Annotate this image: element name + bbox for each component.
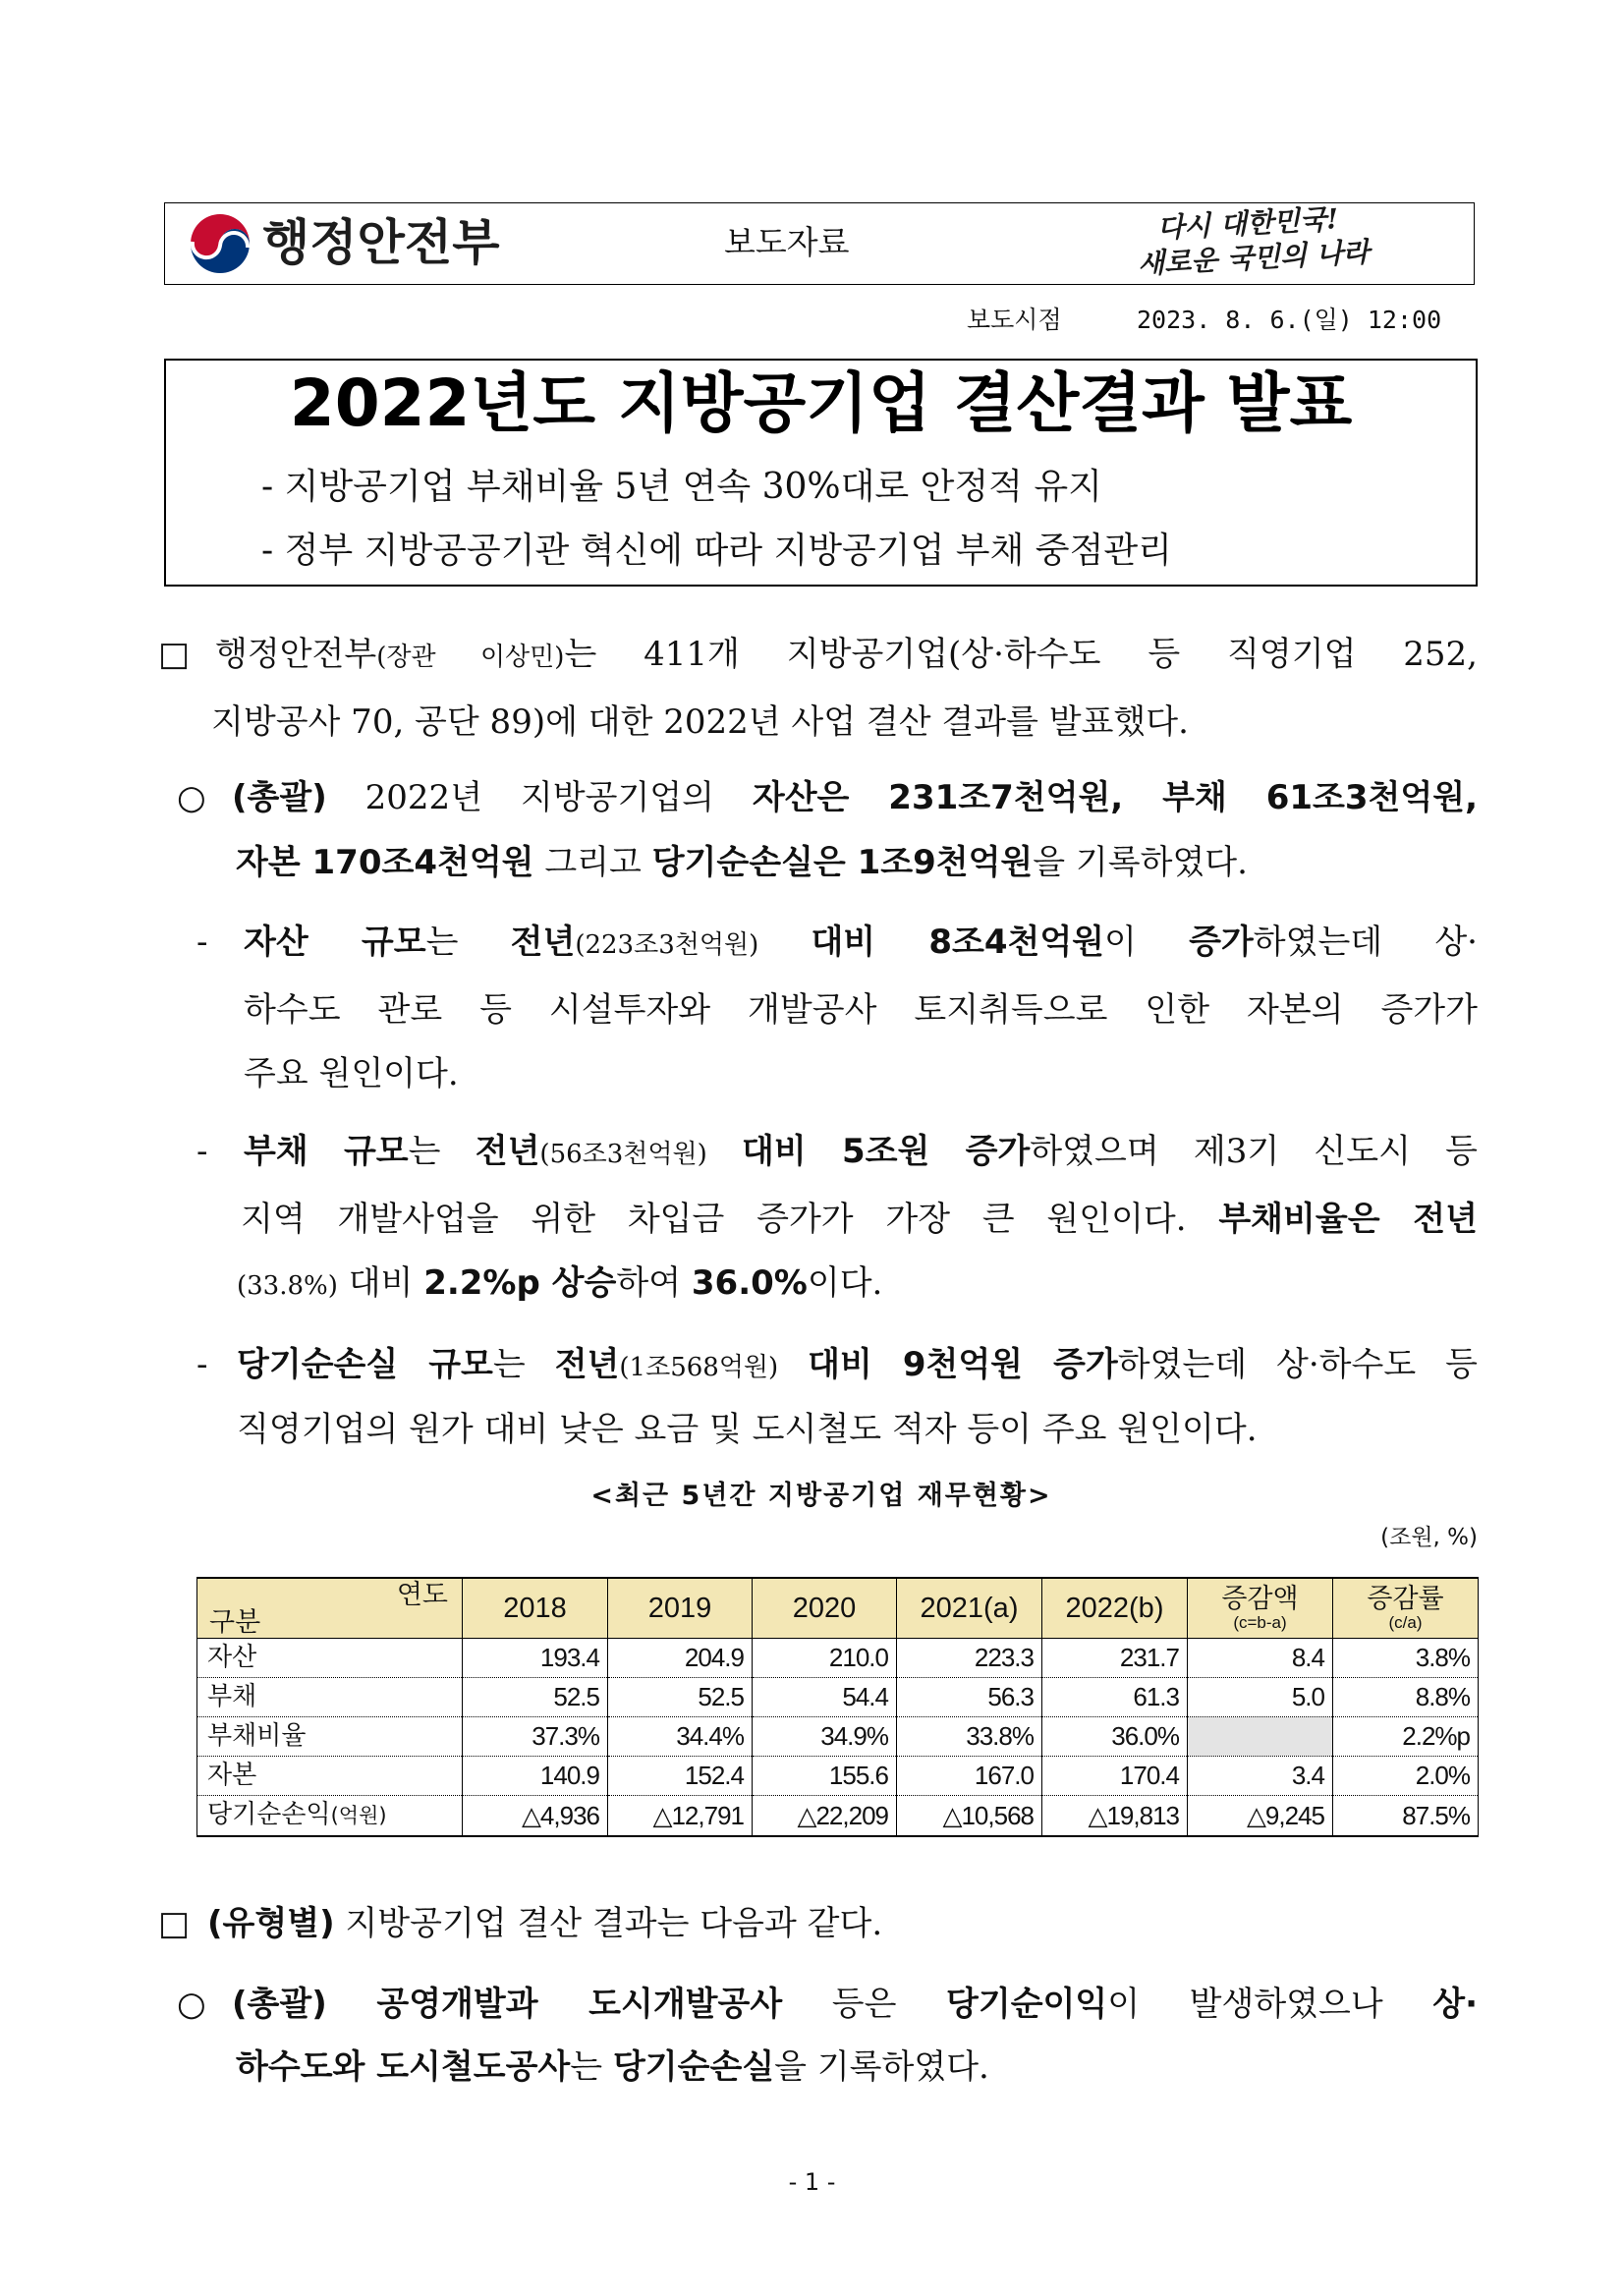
page-number: - 1 - — [788, 2168, 836, 2196]
table-row — [197, 1678, 1479, 1717]
table-cell: 2.0% — [1333, 1757, 1479, 1796]
paragraph-line — [207, 1899, 882, 1948]
column-header: 2021(a) — [897, 1578, 1042, 1639]
table-cell: 61.3 — [1042, 1678, 1188, 1717]
row-label-text: 부채 — [207, 1682, 257, 1711]
table-cell: △4,936 — [463, 1796, 608, 1837]
paragraph-line: 지방공사 70, 공단 89)에 대한 2022년 사업 결산 결과를 발표했다. — [211, 702, 1189, 742]
text-segment: 36.0% — [691, 1263, 808, 1303]
table-row — [197, 1717, 1479, 1757]
paragraph-line — [241, 1195, 1478, 1244]
slogan-line-1: 다시 대한민국! — [1156, 202, 1340, 245]
table-unit: (조원, %) — [1380, 1525, 1478, 1550]
row-label — [197, 1717, 463, 1757]
text-segment: 대비 — [337, 1263, 424, 1303]
paragraph-line: 직영기업의 원가 대비 낮은 요금 및 도시철도 적자 등이 주요 원인이다. — [237, 1410, 1258, 1449]
text-segment: 는 — [408, 1132, 476, 1171]
paragraph-line — [236, 2043, 989, 2092]
table-cell: 34.4% — [608, 1717, 753, 1757]
text-segment: (56조3천억원) — [539, 1140, 707, 1169]
text-segment: (총괄) — [232, 1985, 327, 2024]
table-cell: 210.0 — [753, 1639, 897, 1678]
table-cell: 2.2%p — [1333, 1717, 1479, 1757]
text-segment: 는 411개 지방공기업(상·하수도 등 직영기업 252, — [564, 635, 1478, 674]
text-segment: 하수도와 도시철도공사 — [236, 2047, 571, 2087]
text-segment: 행정안전부 — [215, 635, 377, 674]
row-label — [197, 1639, 463, 1678]
table-cell: 231.7 — [1042, 1639, 1188, 1678]
text-segment: 당기순손실 — [612, 2047, 775, 2087]
bullet-marker: ○ — [177, 778, 206, 817]
bullet-marker: ○ — [177, 1985, 206, 2024]
table-cell: △12,791 — [608, 1796, 753, 1837]
text-segment: (총괄) — [232, 778, 327, 817]
table-cell: 8.8% — [1333, 1678, 1479, 1717]
paragraph-line — [244, 1127, 1478, 1176]
text-segment: 하였는데 상·하수도 등 — [1117, 1345, 1478, 1384]
release-time: 2023. 8. 6.(일) 12:00 — [1137, 306, 1442, 334]
table-cell: 140.9 — [463, 1757, 608, 1796]
text-segment: 부채 규모 — [244, 1132, 409, 1171]
text-segment: (33.8%) — [237, 1271, 338, 1301]
table-cell: 52.5 — [463, 1678, 608, 1717]
text-segment: 전년 — [475, 1132, 540, 1171]
text-segment — [327, 1985, 377, 2024]
table-cell: 193.4 — [463, 1639, 608, 1678]
column-header-formula: (c=b-a) — [1233, 1613, 1287, 1632]
table-cell: 33.8% — [897, 1717, 1042, 1757]
text-segment: 전년 — [510, 923, 576, 962]
table-cell: △9,245 — [1188, 1796, 1333, 1837]
table-cell: 52.5 — [608, 1678, 753, 1717]
ministry-logo-icon — [189, 212, 252, 275]
document-type: 보도자료 — [724, 223, 850, 261]
paragraph-line — [237, 1259, 882, 1308]
text-segment: 을 기록하였다. — [1033, 843, 1248, 882]
text-segment: 는 — [492, 1345, 555, 1384]
text-segment: 대비 9천억원 증가 — [808, 1345, 1118, 1384]
row-label — [197, 1757, 463, 1796]
paragraph-line — [237, 1340, 1478, 1389]
text-segment: 이 발생하였으나 — [1107, 1985, 1433, 2024]
text-segment: 지역 개발사업을 위한 차입금 증가가 가장 큰 원인이다. — [241, 1200, 1219, 1239]
column-header-label: 증감률 — [1367, 1584, 1444, 1614]
header-box — [164, 202, 1475, 285]
text-segment: 대비 8조4천억원 — [811, 923, 1105, 962]
row-label — [197, 1678, 463, 1717]
text-segment: 이 — [1104, 923, 1190, 962]
text-segment: 당기순이익 — [946, 1985, 1108, 2024]
column-header: 2022(b) — [1042, 1578, 1188, 1639]
table-corner-header — [197, 1578, 463, 1639]
dash-marker: - — [196, 1132, 208, 1171]
title-box — [164, 359, 1478, 587]
text-segment: 공영개발과 도시개발공사 — [376, 1985, 783, 2024]
slogan-line-2: 새로운 국민의 나라 — [1137, 235, 1371, 281]
text-segment: 는 — [570, 2047, 613, 2087]
subtitle-2: - 정부 지방공공기관 혁신에 따라 지방공기업 부채 중점관리 — [261, 531, 1172, 571]
text-segment: 하였는데 상· — [1253, 923, 1478, 962]
table-cell: 54.4 — [753, 1678, 897, 1717]
column-header — [1188, 1578, 1333, 1639]
text-segment: 2022년 지방공기업의 — [326, 778, 753, 817]
section-marker: □ — [158, 635, 191, 674]
paragraph-line — [232, 1980, 1478, 2029]
text-segment: 이다. — [807, 1263, 883, 1303]
column-header-formula: (c/a) — [1388, 1613, 1423, 1632]
text-segment: 하여 — [616, 1263, 692, 1303]
dash-marker: - — [196, 923, 208, 962]
table-body — [197, 1639, 1479, 1837]
text-segment: 당기순손실은 1조9천억원 — [651, 843, 1034, 882]
text-segment: 는 — [425, 923, 511, 962]
text-segment: (장관 이상민) — [376, 643, 565, 672]
text-segment: 2.2%p 상승 — [423, 1263, 617, 1303]
table-row — [197, 1796, 1479, 1837]
section-marker: □ — [158, 1904, 191, 1943]
table-cell: △22,209 — [753, 1796, 897, 1837]
paragraph-line: 주요 원인이다. — [244, 1054, 459, 1093]
ministry-name: 행정안전부 — [262, 214, 500, 271]
text-segment: 자본 170조4천억원 — [236, 843, 534, 882]
column-header: 2018 — [463, 1578, 608, 1639]
text-segment: 증가 — [1189, 923, 1254, 962]
table-cell: 223.3 — [897, 1639, 1042, 1678]
paragraph-line: 하수도 관로 등 시설투자와 개발공사 토지취득으로 인한 자본의 증가가 — [244, 990, 1478, 1030]
table-cell: 37.3% — [463, 1717, 608, 1757]
table-cell: 56.3 — [897, 1678, 1042, 1717]
table-cell: 3.8% — [1333, 1639, 1479, 1678]
table-cell: 36.0% — [1042, 1717, 1188, 1757]
paragraph-line — [236, 838, 1248, 887]
text-segment: 하였으며 제3기 신도시 등 — [1030, 1132, 1478, 1171]
dash-marker: - — [196, 1345, 208, 1384]
text-segment: 을 기록하였다. — [774, 2047, 989, 2087]
text-segment: (1조568억원) — [619, 1353, 779, 1382]
table-row — [197, 1639, 1479, 1678]
text-segment: 대비 5조원 증가 — [742, 1132, 1031, 1171]
table-caption: <최근 5년간 지방공기업 재무현황> — [590, 1481, 1052, 1511]
text-segment: (유형별) — [207, 1904, 335, 1943]
text-segment: (223조3천억원) — [575, 930, 759, 960]
corner-category-label: 구분 — [209, 1607, 261, 1638]
table-cell: △10,568 — [897, 1796, 1042, 1837]
table-cell: 152.4 — [608, 1757, 753, 1796]
text-segment: 전년 — [554, 1345, 620, 1384]
table-cell: 167.0 — [897, 1757, 1042, 1796]
release-label: 보도시점 — [967, 306, 1062, 334]
text-segment — [707, 1132, 742, 1171]
table-cell: 8.4 — [1188, 1639, 1333, 1678]
text-segment — [778, 1345, 808, 1384]
text-segment — [758, 923, 811, 962]
subtitle-1: - 지방공기업 부채비율 5년 연속 30%대로 안정적 유지 — [261, 467, 1102, 507]
corner-year-label: 연도 — [396, 1580, 448, 1610]
table-cell: 155.6 — [753, 1757, 897, 1796]
page-title: 2022년도 지방공기업 결산결과 발표 — [289, 365, 1353, 441]
paragraph-line — [244, 918, 1478, 967]
table-cell: 34.9% — [753, 1717, 897, 1757]
column-header: 2020 — [753, 1578, 897, 1639]
paragraph-line — [215, 630, 1478, 679]
row-label-text: 당기순손익 — [207, 1800, 331, 1829]
text-segment: 당기순손실 규모 — [237, 1345, 493, 1384]
financial-status-table — [196, 1577, 1479, 1837]
row-label — [197, 1796, 463, 1837]
table-cell: 204.9 — [608, 1639, 753, 1678]
table-cell — [1188, 1717, 1333, 1757]
text-segment: 자산 규모 — [244, 923, 426, 962]
column-header: 2019 — [608, 1578, 753, 1639]
text-segment: 지방공기업 결산 결과는 다음과 같다. — [334, 1904, 883, 1943]
text-segment: 상· — [1432, 1985, 1478, 2024]
row-label-text: 부채비율 — [207, 1721, 307, 1751]
column-header-label: 증감액 — [1221, 1584, 1299, 1614]
text-segment: 등은 — [782, 1985, 947, 2024]
row-label-unit: (억원) — [330, 1804, 387, 1827]
row-label-text: 자산 — [207, 1643, 257, 1672]
paragraph-line — [232, 773, 1478, 822]
table-row — [197, 1757, 1479, 1796]
column-header — [1333, 1578, 1479, 1639]
table-cell: △19,813 — [1042, 1796, 1188, 1837]
table-cell: 170.4 — [1042, 1757, 1188, 1796]
table-cell: 5.0 — [1188, 1678, 1333, 1717]
text-segment: 그리고 — [533, 843, 652, 882]
table-cell: 87.5% — [1333, 1796, 1479, 1837]
table-header-row — [197, 1578, 1479, 1639]
text-segment: 자산은 231조7천억원, 부채 61조3천억원, — [752, 778, 1478, 817]
row-label-text: 자본 — [207, 1761, 257, 1790]
table-cell: 3.4 — [1188, 1757, 1333, 1796]
text-segment: 부채비율은 전년 — [1218, 1200, 1478, 1239]
